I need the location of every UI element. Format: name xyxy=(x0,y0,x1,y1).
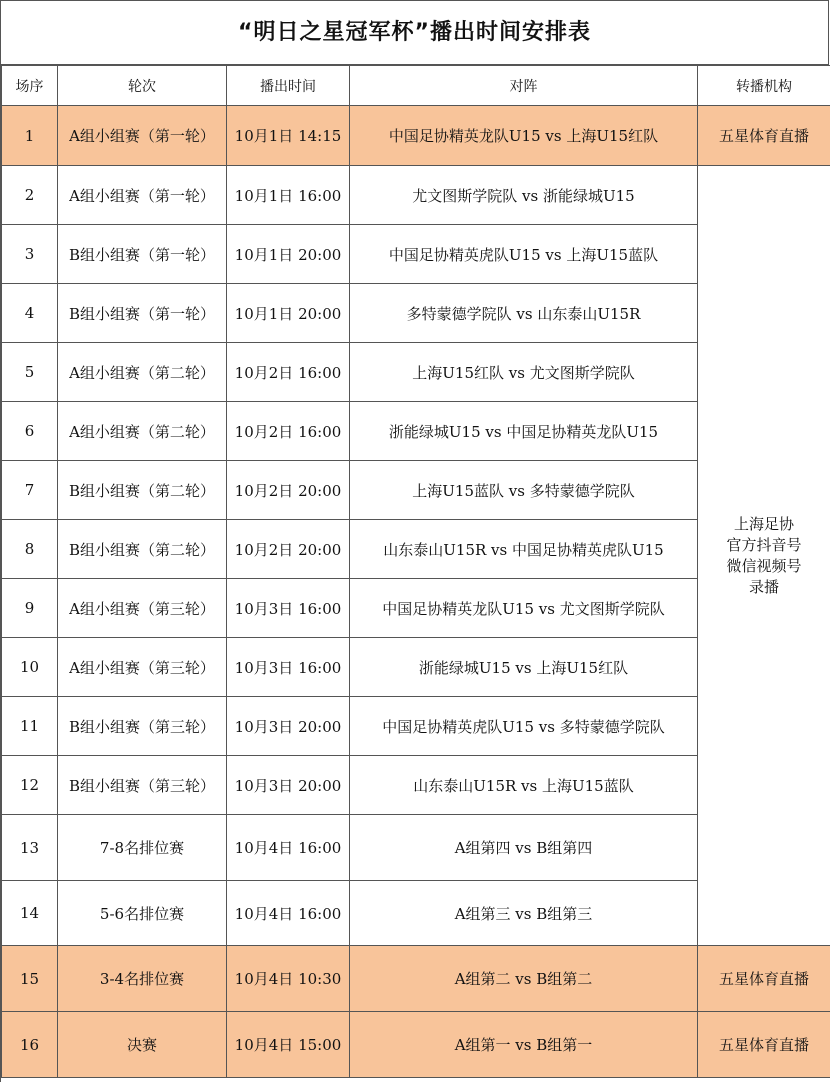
header-time: 播出时间 xyxy=(227,66,350,106)
cell-match: A组第二 vs B组第二 xyxy=(350,946,698,1012)
cell-round: 5-6名排位赛 xyxy=(58,881,227,946)
cell-match: 中国足协精英虎队U15 vs 多特蒙德学院队 xyxy=(350,697,698,756)
cell-round: 7-8名排位赛 xyxy=(58,815,227,881)
header-row xyxy=(2,66,830,106)
cell-round: 决赛 xyxy=(58,1012,227,1078)
cell-round: B组小组赛（第二轮） xyxy=(58,461,227,520)
cell-round: B组小组赛（第三轮） xyxy=(58,756,227,815)
page-title: “明日之星冠军杯”播出时间安排表 xyxy=(1,1,829,65)
table-row xyxy=(2,106,830,166)
cell-match: 上海U15红队 vs 尤文图斯学院队 xyxy=(350,343,698,402)
cell-no: 1 xyxy=(2,106,58,166)
schedule-table xyxy=(1,65,830,1078)
cell-time: 10月4日 15:00 xyxy=(227,1012,350,1078)
cell-time: 10月2日 20:00 xyxy=(227,520,350,579)
cell-round: 3-4名排位赛 xyxy=(58,946,227,1012)
cell-match: 上海U15蓝队 vs 多特蒙德学院队 xyxy=(350,461,698,520)
cell-match: 浙能绿城U15 vs 上海U15红队 xyxy=(350,638,698,697)
merged-broadcaster-cell xyxy=(698,166,830,946)
header-broadcaster: 转播机构 xyxy=(698,66,830,106)
cell-no: 15 xyxy=(2,946,58,1012)
cell-match: 尤文图斯学院队 vs 浙能绿城U15 xyxy=(350,166,698,225)
cell-no: 7 xyxy=(2,461,58,520)
cell-time: 10月2日 16:00 xyxy=(227,343,350,402)
cell-round: B组小组赛（第三轮） xyxy=(58,697,227,756)
cell-broadcaster: 五星体育直播 xyxy=(698,106,830,166)
cell-round: A组小组赛（第二轮） xyxy=(58,343,227,402)
cell-match: A组第一 vs B组第一 xyxy=(350,1012,698,1078)
cell-match: 多特蒙德学院队 vs 山东泰山U15R xyxy=(350,284,698,343)
header-match: 对阵 xyxy=(350,66,698,106)
broadcaster-line: 上海足协 xyxy=(733,514,794,533)
cell-time: 10月4日 16:00 xyxy=(227,881,350,946)
cell-time: 10月1日 20:00 xyxy=(227,284,350,343)
table-row xyxy=(2,1012,830,1078)
cell-match: 中国足协精英虎队U15 vs 上海U15蓝队 xyxy=(350,225,698,284)
cell-round: A组小组赛（第二轮） xyxy=(58,402,227,461)
cell-no: 5 xyxy=(2,343,58,402)
cell-time: 10月3日 16:00 xyxy=(227,579,350,638)
cell-time: 10月3日 20:00 xyxy=(227,697,350,756)
cell-time: 10月1日 20:00 xyxy=(227,225,350,284)
cell-time: 10月3日 20:00 xyxy=(227,756,350,815)
cell-time: 10月4日 16:00 xyxy=(227,815,350,881)
cell-round: B组小组赛（第二轮） xyxy=(58,520,227,579)
cell-match: A组第四 vs B组第四 xyxy=(350,815,698,881)
cell-round: A组小组赛（第一轮） xyxy=(58,106,227,166)
cell-no: 13 xyxy=(2,815,58,881)
cell-match: 山东泰山U15R vs 中国足协精英虎队U15 xyxy=(350,520,698,579)
cell-round: A组小组赛（第三轮） xyxy=(58,638,227,697)
cell-no: 2 xyxy=(2,166,58,225)
broadcaster-line: 录播 xyxy=(748,577,779,596)
cell-match: 浙能绿城U15 vs 中国足协精英龙队U15 xyxy=(350,402,698,461)
cell-no: 9 xyxy=(2,579,58,638)
cell-no: 12 xyxy=(2,756,58,815)
cell-time: 10月2日 20:00 xyxy=(227,461,350,520)
cell-time: 10月1日 14:15 xyxy=(227,106,350,166)
cell-broadcaster: 五星体育直播 xyxy=(698,946,830,1012)
broadcaster-line: 微信视频号 xyxy=(726,556,802,575)
cell-time: 10月4日 10:30 xyxy=(227,946,350,1012)
cell-no: 11 xyxy=(2,697,58,756)
cell-round: A组小组赛（第一轮） xyxy=(58,166,227,225)
cell-match: 中国足协精英龙队U15 vs 上海U15红队 xyxy=(350,106,698,166)
cell-round: A组小组赛（第三轮） xyxy=(58,579,227,638)
cell-no: 14 xyxy=(2,881,58,946)
cell-no: 4 xyxy=(2,284,58,343)
cell-time: 10月2日 16:00 xyxy=(227,402,350,461)
header-no: 场序 xyxy=(2,66,58,106)
cell-match: 山东泰山U15R vs 上海U15蓝队 xyxy=(350,756,698,815)
cell-no: 3 xyxy=(2,225,58,284)
broadcaster-line: 官方抖音号 xyxy=(726,535,802,554)
cell-time: 10月1日 16:00 xyxy=(227,166,350,225)
cell-match: A组第三 vs B组第三 xyxy=(350,881,698,946)
cell-time: 10月3日 16:00 xyxy=(227,638,350,697)
cell-round: B组小组赛（第一轮） xyxy=(58,284,227,343)
cell-no: 10 xyxy=(2,638,58,697)
table-row xyxy=(2,166,830,225)
cell-match: 中国足协精英龙队U15 vs 尤文图斯学院队 xyxy=(350,579,698,638)
cell-no: 16 xyxy=(2,1012,58,1078)
cell-broadcaster: 五星体育直播 xyxy=(698,1012,830,1078)
cell-no: 6 xyxy=(2,402,58,461)
cell-round: B组小组赛（第一轮） xyxy=(58,225,227,284)
table-row xyxy=(2,946,830,1012)
cell-no: 8 xyxy=(2,520,58,579)
header-round: 轮次 xyxy=(58,66,227,106)
